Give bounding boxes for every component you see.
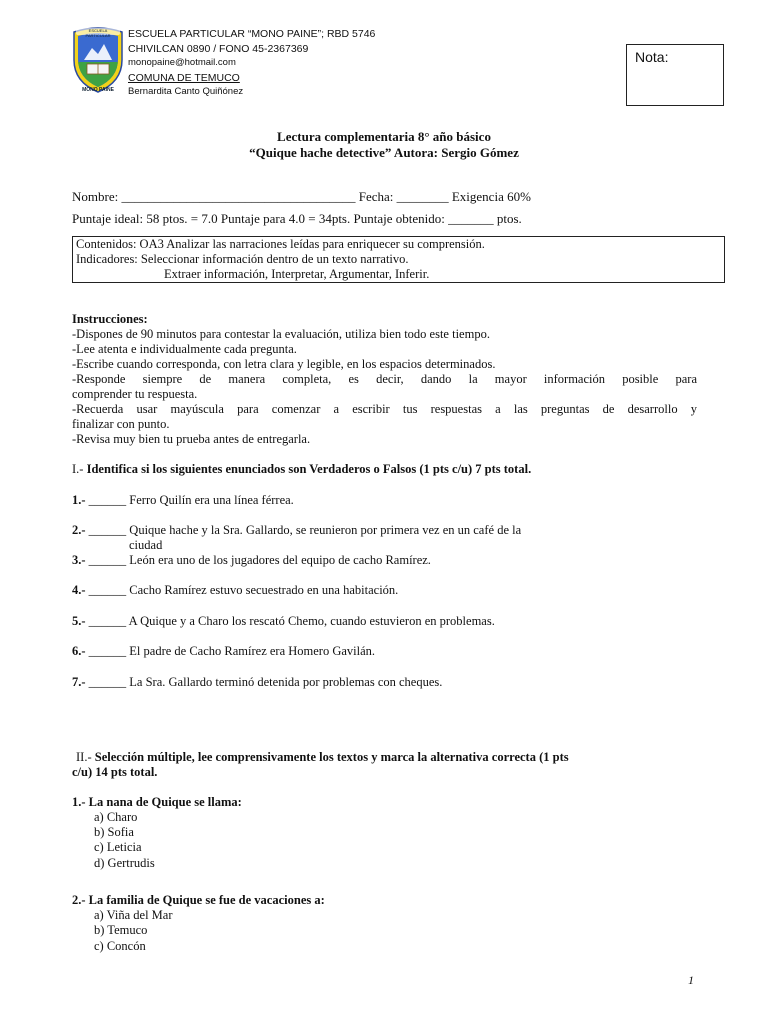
tf-item xyxy=(72,614,495,629)
tf-item xyxy=(72,644,375,659)
grade-label: Nota: xyxy=(635,49,669,65)
instruction-item: -Dispones de 90 minutos para contestar la evaluación, utiliza bien todo este tiempo. xyxy=(72,327,490,341)
tf-item xyxy=(72,583,398,598)
section-2-title-cont: c/u) 14 pts total. xyxy=(72,765,158,779)
indicators-line-2: Extraer información, Interpretar, Argumentar, Inferir. xyxy=(164,267,430,281)
tf-item-number: 7.- xyxy=(72,675,86,689)
grade-box xyxy=(626,44,724,106)
instruction-item: -Revisa muy bien tu prueba antes de entregarla. xyxy=(72,432,311,446)
mc-option: b) Temuco xyxy=(94,923,148,937)
school-director: Bernardita Canto Quiñónez xyxy=(128,86,244,97)
mc-option: a) Charo xyxy=(94,810,138,824)
name-date-line: Nombre: ____________________________________ Fecha: ________ Exigencia 60% xyxy=(72,189,531,204)
section-1-title: Identifica si los siguientes enunciados son Verdaderos o Falsos (1 pts c/u) 7 pts total. xyxy=(86,462,532,476)
page-subtitle: “Quique hache detective” Autora: Sergio Gómez xyxy=(249,145,519,160)
instruction-item: comprender tu respuesta. xyxy=(72,387,198,401)
instruction-item: -Recuerda usar mayúscula para comenzar a escribir tus respuestas a las preguntas de desarrollo y xyxy=(72,402,697,416)
tf-item xyxy=(72,553,431,568)
tf-item-text: ______ Quique hache y la Sra. Gallardo, se reunieron por primera vez en un café de la xyxy=(85,523,522,537)
section-2-number: II.- xyxy=(76,750,95,764)
instruction-item: -Lee atenta e individualmente cada pregunta. xyxy=(72,342,297,356)
section-2-heading xyxy=(76,750,569,765)
instructions-heading: Instrucciones: xyxy=(72,312,148,326)
tf-item xyxy=(72,493,294,508)
tf-item xyxy=(72,675,442,690)
tf-item-number: 3.- xyxy=(72,553,86,567)
page-number: 1 xyxy=(688,973,694,987)
instruction-item: -Escribe cuando corresponda, con letra clara y legible, en los espacios determinados. xyxy=(72,357,496,371)
tf-item-number: 2.- xyxy=(72,523,86,537)
mc-option: c) Leticia xyxy=(94,840,142,854)
tf-item-text: ______ La Sra. Gallardo terminó detenida por problemas con cheques. xyxy=(85,675,443,689)
indicators-line: Indicadores: Seleccionar información dentro de un texto narrativo. xyxy=(76,252,409,266)
instruction-item: -Responde siempre de manera completa, es decir, dando la mayor información posible para xyxy=(72,372,697,386)
mc-option: b) Sofia xyxy=(94,825,134,839)
mc-question-stem: 2.- La familia de Quique se fue de vacaciones a: xyxy=(72,893,325,907)
instructions xyxy=(72,312,697,447)
tf-item-text: ______ Cacho Ramírez estuvo secuestrado en una habitación. xyxy=(85,583,399,597)
logo-text-top: ESCUELA PARTICULAR xyxy=(85,28,111,38)
school-logo xyxy=(70,26,126,94)
tf-item-number: 4.- xyxy=(72,583,86,597)
tf-item xyxy=(72,523,521,538)
school-email: monopaine@hotmail.com xyxy=(128,57,236,68)
score-line: Puntaje ideal: 58 ptos. = 7.0 Puntaje para 4.0 = 34pts. Puntaje obtenido: _______ ptos. xyxy=(72,211,522,226)
logo-text-bottom: MONO PAINE xyxy=(82,87,114,93)
section-1-number: I.- xyxy=(72,462,87,476)
contents-box xyxy=(72,236,725,283)
school-address: CHIVILCAN 0890 / FONO 45-2367369 xyxy=(128,42,309,55)
tf-item-number: 5.- xyxy=(72,614,86,628)
section-1-heading xyxy=(72,462,531,477)
mc-option: a) Viña del Mar xyxy=(94,908,173,922)
school-name: ESCUELA PARTICULAR “MONO PAINE”; RBD 5746 xyxy=(128,28,376,40)
page-title: Lectura complementaria 8° año básico xyxy=(277,129,491,144)
section-2-title: Selección múltiple, lee comprensivamente los textos y marca la alternativa correcta (1 pts xyxy=(94,750,569,764)
tf-item-continuation: ciudad xyxy=(129,538,163,552)
mc-question-stem: 1.- La nana de Quique se llama: xyxy=(72,795,242,809)
tf-item-text: ______ León era uno de los jugadores del equipo de cacho Ramírez. xyxy=(85,553,431,567)
tf-item-number: 1.- xyxy=(72,493,86,507)
school-header xyxy=(128,27,375,100)
tf-item-number: 6.- xyxy=(72,644,86,658)
tf-item-text: ______ Ferro Quilín era una línea férrea. xyxy=(85,493,294,507)
contents-line: Contenidos: OA3 Analizar las narraciones leídas para enriquecer su comprensión. xyxy=(76,237,485,251)
tf-item-text: ______ El padre de Cacho Ramírez era Homero Gavilán. xyxy=(85,644,376,658)
instruction-item: finalizar con punto. xyxy=(72,417,170,431)
mc-option: d) Gertrudis xyxy=(94,856,155,870)
mc-option: c) Concón xyxy=(94,939,146,953)
school-commune: COMUNA DE TEMUCO xyxy=(128,71,240,84)
tf-item-text: ______ A Quique y a Charo los rescató Chemo, cuando estuvieron en problemas. xyxy=(85,614,495,628)
